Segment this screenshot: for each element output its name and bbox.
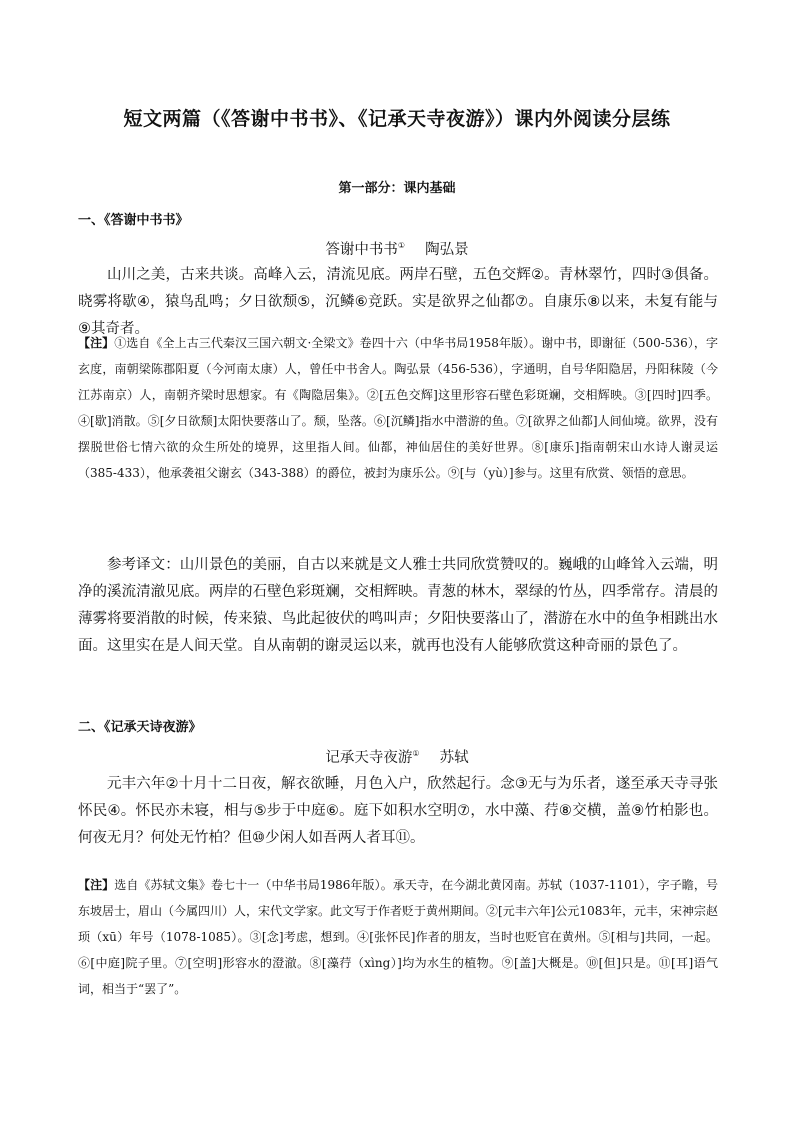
section-one-body: 山川之美，古来共谈。高峰入云，清流见底。两岸石壁，五色交辉②。青林翠竹，四时③俱备。晓雾将歇④，猿鸟乱鸣；夕日欲颓⑤，沉鳞⑥竞跃。实是欲界之仙都⑦。自康乐⑧以来，未复有能与⑨其奇者。 — [78, 267, 718, 337]
section-two-author: 苏轼 — [439, 750, 469, 766]
section-two-heading: 二、《记承天诗夜游》 — [78, 720, 202, 735]
section-two-title-marker: ① — [412, 749, 420, 759]
section-one-translation: 参考译文：山川景色的美丽，自古以来就是文人雅士共同欣赏赞叹的。巍峨的山峰耸入云端，明净的溪流清澈见底。两岸的石壁色彩斑斓，交相辉映。青葱的林木，翠绿的竹丛，四季常存。清晨的薄雾将要消散的时候，传来猿、鸟此起彼伏的鸣叫声；夕阳快要落山了，潜游在水中的鱼争相跳出水面。这里实在是人间天堂。自从南朝的谢灵运以来，就再也没有人能够欣赏这种奇丽的景色了。 — [78, 557, 718, 654]
section-two-title-text: 记承天寺夜游 — [325, 750, 413, 766]
section-two-note — [78, 872, 718, 1002]
section-two-text-title — [0, 746, 794, 767]
part-one-title: 第一部分：课内基础 — [338, 181, 456, 196]
document-title: 短文两篇（《答谢中书书》、《记承天寺夜游》）课内外阅读分层练 — [123, 108, 671, 130]
section-two-note-text: 选自《苏轼文集》卷七十一（中华书局1986年版）。承天寺，在今湖北黄冈南。苏轼（1037-1101），字子瞻，号东坡居士，眉山（今属四川）人，宋代文学家。此文写于作者贬于黄州期间。②[元丰六年]公元1083年，元丰，宋神宗赵顼（xū）年号（1078-1085）。③[念]考虑，想到。④[张怀民]作者的朋友，当时也贬官在黄州。⑤[相与]共同，一起。⑥[中庭]院子里。⑦[空明]形容水的澄澈。⑧[藻荇（xìng）]均为水生的植物。⑨[盖]大概是。⑩[但]只是。⑪[耳]语气词，相当于“罢了”。 — [78, 878, 718, 996]
section-one-author: 陶弘景 — [425, 242, 469, 258]
section-one-note — [78, 330, 718, 486]
section-two-note-label: 【注】 — [78, 878, 115, 892]
section-one-title-text: 答谢中书书 — [325, 242, 398, 258]
section-two-body: 元丰六年②十月十二日夜，解衣欲睡，月色入户，欣然起行。念③无与为乐者，遂至承天寺寻张怀民④。怀民亦未寝，相与⑤步于中庭⑥。庭下如积水空明⑦，水中藻、荇⑧交横，盖⑨竹柏影也。何夜无月？何处无竹柏？但⑩少闲人如吾两人者耳⑪。 — [78, 776, 718, 846]
section-one-heading: 一、《答谢中书书》 — [78, 213, 189, 228]
section-one-note-label: 【注】 — [78, 336, 115, 350]
section-one-note-text: ①选自《全上古三代秦汉三国六朝文·全梁文》卷四十六（中华书局1958年版）。谢中书，即谢征（500-536），字玄度，南朝梁陈郡阳夏（今河南太康）人，曾任中书舍人。陶弘景（456-536），字通明，自号华阳隐居，丹阳秣陵（今江苏南京）人，南朝齐梁时思想家。有《陶隐居集》。②[五色交辉]这里形容石壁色彩斑斓，交相辉映。③[四时]四季。④[歇]消散。⑤[夕日欲颓]太阳快要落山了。颓，坠落。⑥[沉鳞]指水中潜游的鱼。⑦[欲界之仙都]人间仙境。欲界，没有摆脱世俗七情六欲的众生所处的境界，这里指人间。仙都，神仙居住的美好世界。⑧[康乐]指南朝宋山水诗人谢灵运（385-433），他承袭祖父谢玄（343-388）的爵位，被封为康乐公。⑨[与（yù）]参与。这里有欣赏、领悟的意思。 — [78, 336, 718, 480]
section-one-text-title — [0, 238, 794, 259]
section-one-title-marker: ① — [397, 241, 406, 251]
